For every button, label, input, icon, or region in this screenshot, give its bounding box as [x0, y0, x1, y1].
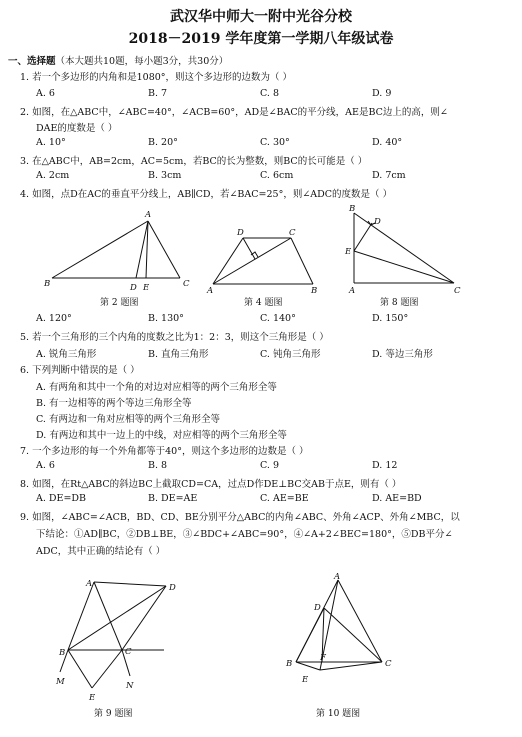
fig9-label-a: A [86, 579, 93, 589]
question-number: 5. [20, 332, 30, 343]
q3-option-d: D. 7cm [372, 170, 406, 181]
q6-option-c: C. 有两边和一角对应相等的两个三角形全等 [36, 414, 220, 425]
question-text: 如图，在Rt△ABC的斜边BC上截取CD=CA，过点D作DE⊥BC交AB于点E，则有（ ） [32, 479, 402, 490]
q2-option-d: D. 40° [372, 137, 403, 148]
q4-option-c: C. 140° [260, 313, 296, 324]
segment-ab [68, 582, 94, 650]
q7-option-b: B. 8 [148, 460, 168, 471]
q1-option-a: A. 6 [36, 88, 55, 99]
fig4-label-b: B [311, 286, 318, 295]
fig2-label-d: D [130, 283, 137, 293]
figure-10 [280, 572, 400, 707]
question-text: 如图，在△ABC中，∠ABC=40°，∠ACB=60°，AD是∠BAC的平分线，AE是BC边上的高，则∠ [32, 107, 448, 118]
fig8-label-a: A [349, 286, 356, 295]
fig2-label-b: B [44, 279, 51, 289]
q1-option-b: B. 7 [148, 88, 168, 99]
segment-ce [320, 662, 382, 670]
q5-option-a: A. 锐角三角形 [36, 349, 97, 360]
question-9 [20, 509, 460, 523]
question-text: 若一个三角形的三个内角的度数之比为1：2：3，则这个三角形是（ ） [32, 332, 329, 343]
question-9-cont-1: 下结论：①AD∥BC，②DB⊥BE，③∠BDC+∠ABC=90°，④∠A+2∠BEC=180°，⑤DB平分∠ [36, 529, 453, 540]
question-number: 4. [20, 189, 30, 200]
segment-cb [291, 238, 313, 284]
question-7 [20, 443, 308, 457]
q7-option-a: A. 6 [36, 460, 55, 471]
fig8-label-c: C [454, 286, 461, 295]
question-5 [20, 329, 329, 343]
fig2-label-a: A [145, 210, 152, 220]
figure-9-caption: 第 9 题图 [94, 709, 133, 719]
question-4 [20, 186, 392, 200]
fig10-label-e: E [302, 675, 309, 685]
q6-option-a: A. 有两角和其中一个角的对边对应相等的两个三角形全等 [36, 382, 277, 393]
question-text: 若一个多边形的内角和是1080°，则这个多边形的边数为（ ） [32, 72, 293, 83]
q5-option-d: D. 等边三角形 [372, 349, 433, 360]
q6-option-b: B. 有一边相等的两个等边三角形全等 [36, 398, 192, 409]
fig4-label-a: A [207, 286, 214, 295]
q4-option-a: A. 120° [36, 313, 72, 324]
segment-be [68, 650, 92, 688]
question-text: 在△ABC中，AB=2cm，AC=5cm，若BC的长为整数，则BC的长可能是（ ） [32, 156, 368, 167]
segment-ac [338, 580, 382, 662]
question-9-cont-2: ADC，其中正确的结论有（ ） [36, 546, 166, 557]
q7-option-c: C. 9 [260, 460, 280, 471]
segment-ac [148, 221, 180, 278]
fig4-label-d: D [237, 228, 244, 238]
segment-bc [354, 213, 454, 283]
segment-ce [92, 650, 122, 688]
q2-option-a: A. 10° [36, 137, 66, 148]
question-number: 8. [20, 479, 30, 490]
question-number: 6. [20, 365, 30, 376]
q1-option-d: D. 9 [372, 88, 392, 99]
segment-ad [213, 238, 243, 284]
segment-be [296, 662, 320, 670]
segment-perpendicular [243, 238, 255, 259]
segment-ed [354, 223, 372, 251]
figure-4 [205, 220, 330, 295]
question-2 [20, 104, 448, 118]
fig9-label-m: M [56, 677, 65, 687]
q8-option-a: A. DE=DB [36, 493, 87, 504]
fig9-label-d: D [169, 583, 176, 593]
fig9-label-b: B [59, 648, 66, 658]
figure-2 [40, 203, 200, 295]
q2-option-c: C. 30° [260, 137, 290, 148]
question-number: 1. [20, 72, 30, 83]
segment-ac [94, 582, 122, 650]
school-title: 武汉华中师大一附中光谷分校 [170, 9, 352, 25]
segment-cd [122, 586, 166, 650]
question-text: 如图，∠ABC=∠ACB，BD、CD、BE分别平分△ABC的内角∠ABC、外角∠ACP、外角∠MBC，以 [32, 512, 460, 523]
fig2-label-c: C [183, 279, 190, 289]
q3-option-a: A. 2cm [36, 170, 70, 181]
right-angle-mark [251, 252, 258, 257]
question-6 [20, 362, 140, 376]
q4-option-d: D. 150° [372, 313, 409, 324]
question-text: 一个多边形的每一个外角都等于40°，则这个多边形的边数是（ ） [32, 446, 309, 457]
q2-option-b: B. 20° [148, 137, 178, 148]
fig9-label-e: E [89, 693, 96, 703]
segment-bd [68, 586, 166, 650]
section-label: 一、选择题 [8, 56, 56, 67]
fig4-label-c: C [289, 228, 296, 238]
question-text: 如图，点D在AC的垂直平分线上，AB∥CD，若∠BAC=25°，则∠ADC的度数是（ ） [32, 189, 393, 200]
figure-8-caption: 第 8 题图 [380, 298, 419, 308]
figure-9 [50, 572, 180, 707]
segment-dc [324, 608, 382, 662]
q4-option-b: B. 130° [148, 313, 184, 324]
q5-option-c: C. 钝角三角形 [260, 349, 321, 360]
q1-option-c: C. 8 [260, 88, 280, 99]
q5-option-b: B. 直角三角形 [148, 349, 209, 360]
fig9-label-c: C [125, 647, 132, 657]
figure-10-caption: 第 10 题图 [316, 709, 361, 719]
exam-title: 2018－2019 学年度第一学期八年级试卷 [128, 31, 394, 47]
question-8 [20, 476, 401, 490]
fig10-label-a: A [334, 572, 341, 582]
section-heading [8, 53, 228, 67]
question-number: 2. [20, 107, 30, 118]
fig8-label-e: E [345, 247, 352, 257]
fig10-label-b: B [286, 659, 293, 669]
fig2-label-e: E [143, 283, 150, 293]
section-note: （本大题共10题，每小题3分，共30分） [55, 56, 229, 67]
question-2-cont: DAE的度数是（ ） [36, 123, 118, 134]
segment-ba [52, 221, 148, 278]
segment-ac [213, 238, 291, 284]
question-3 [20, 153, 367, 167]
q3-option-c: C. 6cm [260, 170, 294, 181]
figure-8 [338, 203, 473, 295]
q8-option-b: B. DE=AE [148, 493, 198, 504]
question-number: 9. [20, 512, 30, 523]
q8-option-c: C. AE=BE [260, 493, 309, 504]
fig8-label-b: B [349, 204, 356, 214]
fig8-label-d: D [374, 217, 381, 227]
segment-ad [94, 582, 166, 586]
question-text: 下列判断中错误的是（ ） [32, 365, 140, 376]
fig10-label-d: D [314, 603, 321, 613]
question-number: 3. [20, 156, 30, 167]
fig10-label-c: C [385, 659, 392, 669]
figure-4-caption: 第 4 题图 [244, 298, 283, 308]
q7-option-d: D. 12 [372, 460, 398, 471]
fig9-label-n: N [126, 681, 134, 691]
segment-ec [354, 251, 454, 283]
question-1 [20, 69, 292, 83]
fig10-label-f: F [320, 653, 326, 663]
figure-2-caption: 第 2 题图 [100, 298, 139, 308]
question-number: 7. [20, 446, 30, 457]
q6-option-d: D. 有两边和其中一边上的中线，对应相等的两个三角形全等 [36, 430, 287, 441]
q3-option-b: B. 3cm [148, 170, 182, 181]
q8-option-d: D. AE=BD [372, 493, 422, 504]
